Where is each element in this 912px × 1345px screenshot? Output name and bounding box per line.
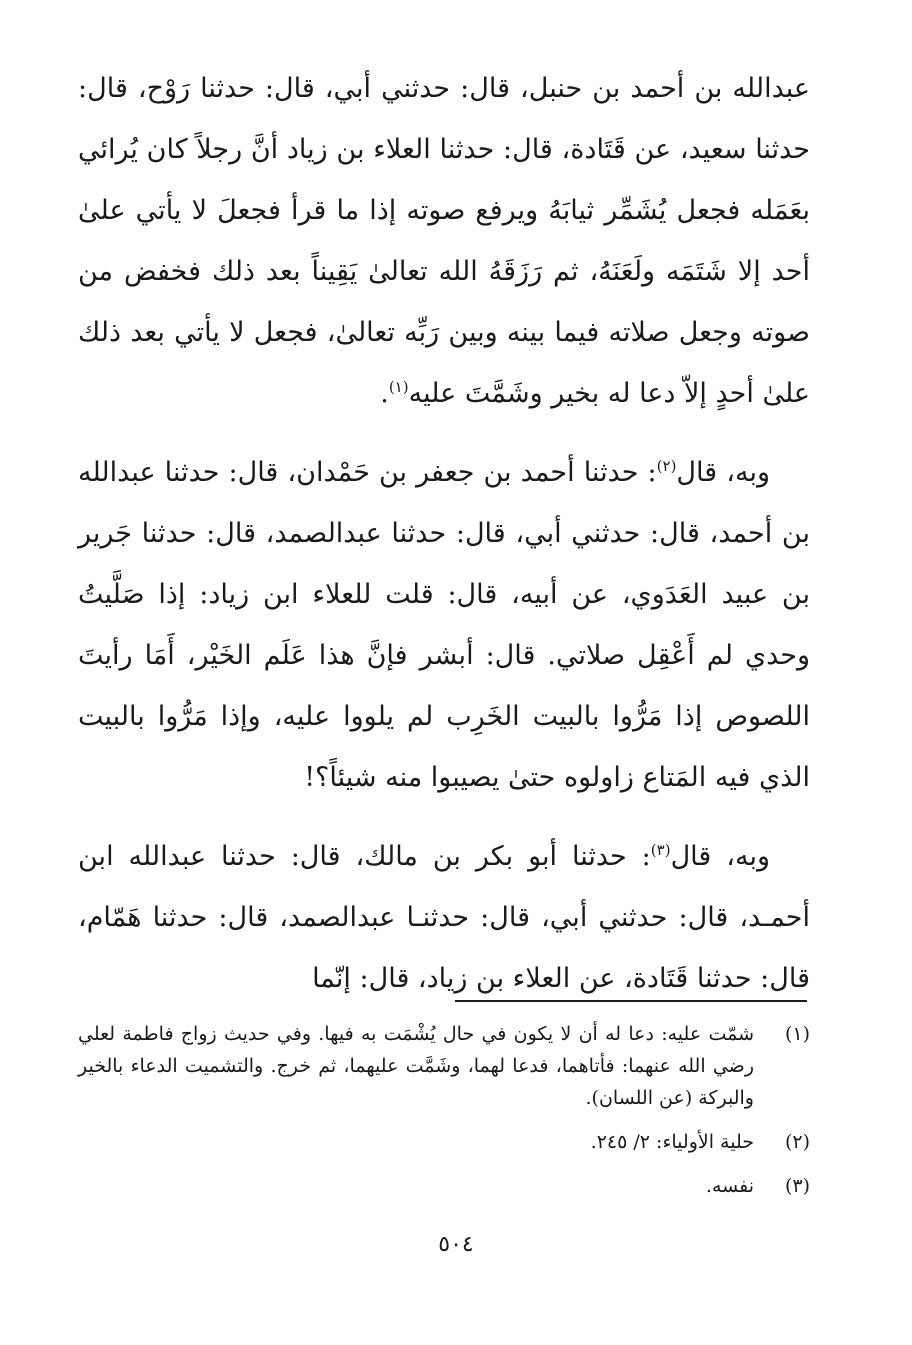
paragraph-3-text: : حدثنا أبو بكر بن مالك، قال: حدثنا عبدالله ابن أحمـد، قال: حدثني أبي، قال: حدثنـا عبدالصمد، قال: حدثنا هَمّام، قال: حدثنا قَتَادة، عن العلاء بن زياد، قال: إنّما [78,841,810,994]
footnote-text: نفسه. [705,1175,754,1197]
paragraph-3 [78,826,810,1009]
paragraph-2-text: : حدثنا أحمد بن جعفر بن حَمْدان، قال: حدثنا عبدالله بن أحمد، قال: حدثني أبي، قال: حدثنا عبدالصمد، قال: حدثنا جَرير بن عبيد العَدَوي، عن أبيه، قال: قلت للعلاء ابن زياد: إذا صَلَّيتُ وحدي لم أَعْقِل صلاتي. قال: أبشر فإنَّ هذا عَلَم الخَيْر، أَمَا رأيتَ اللصوص إذا مَرُّوا بالبيت الخَرِب لم يلووا عليه، وإذا مَرُّوا بالبيت الذي فيه المَتاع زاولوه حتىٰ يصيبوا منه شيئاً؟! [78,457,810,793]
footnote-1 [78,1018,810,1114]
footnote-3 [78,1170,810,1202]
footnote-ref-2: (٢) [656,457,677,475]
paragraph-1-end: . [380,378,389,409]
footnotes [78,1018,810,1214]
paragraph-2-start: وبه، قال [676,457,770,488]
footnote-number: (٢) [784,1131,810,1153]
paragraph-2 [78,442,810,808]
footnote-number: (١) [784,1023,810,1045]
footnote-2 [78,1126,810,1158]
footnote-text: شمّت عليه: دعا له أن لا يكون في حال يُشْمَت به فيها. وفي حديث زواج فاطمة لعلي رضي الله عنهما: فأتاهما، فدعا لهما، وشَمَّت عليهما، ثم خرج. والتشميت الدعاء بالخير والبركة (عن اللسان). [78,1023,754,1109]
footnote-ref-1: (١) [388,378,409,396]
paragraph-3-start: وبه، قال [670,841,770,872]
footnote-ref-3: (٣) [650,841,671,859]
page-number: ٥٠٤ [438,1232,474,1257]
footnote-text: حلية الأولياء: ٢/ ٢٤٥. [590,1131,754,1153]
paragraph-1 [78,58,810,424]
footnote-separator [455,1000,807,1002]
paragraph-1-text: عبدالله بن أحمد بن حنبل، قال: حدثني أبي، قال: حدثنا رَوْح، قال: حدثنا سعيد، عن قَتَادة، قال: حدثنا العلاء بن زياد أنَّ رجلاً كان يُرائي بعَمَله فجعل يُشَمِّر ثيابَهُ ويرفع صوته إذا ما قرأ فجعلَ لا يأتي علىٰ أحد إلا شَتَمَه ولَعَنَهُ، ثم رَزَقَهُ الله تعالىٰ يَقِيناً بعد ذلك فخفض من صوته وجعل صلاته فيما بينه وبين رَبِّه تعالىٰ، فجعل لا يأتي بعد ذلك علىٰ أحدٍ إلاّ دعا له بخير وشَمَّتَ عليه [78,73,810,409]
main-text [78,58,810,1009]
footnote-number: (٣) [784,1175,810,1197]
